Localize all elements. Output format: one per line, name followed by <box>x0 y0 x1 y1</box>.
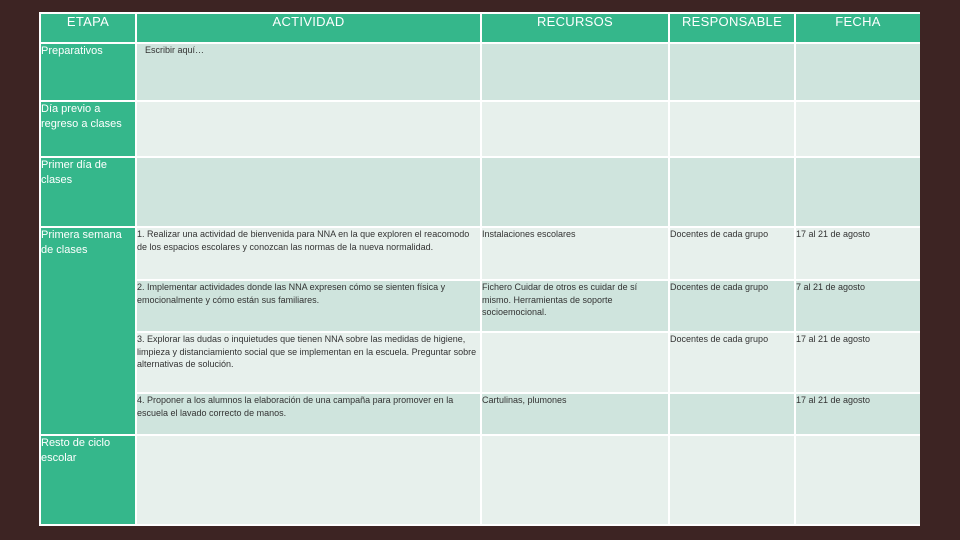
dia-previo-fecha-cell[interactable] <box>796 102 920 156</box>
header-row <box>41 14 920 42</box>
resto-fecha-cell[interactable] <box>796 436 920 524</box>
preparativos-recursos-cell[interactable] <box>482 44 668 100</box>
date-cell[interactable]: 7 al 21 de agosto <box>796 281 920 331</box>
responsible-cell[interactable]: Docentes de cada grupo <box>670 281 794 331</box>
stage-preparativos: Preparativos <box>41 44 135 100</box>
header-recursos: RECURSOS <box>482 14 668 42</box>
header-etapa: ETAPA <box>41 14 135 42</box>
dia-previo-responsable-cell[interactable] <box>670 102 794 156</box>
activity-cell[interactable]: 1. Realizar una actividad de bienvenida para NNA en la que exploren el reacomodo de los espacios escolares y conozcan las normas de la nueva normalidad. <box>137 228 480 279</box>
header-actividad: ACTIVIDAD <box>137 14 480 42</box>
planning-table <box>39 12 922 526</box>
planning-sheet <box>39 12 920 526</box>
preparativos-placeholder: Escribir aquí… <box>145 45 205 55</box>
preparativos-responsable-cell[interactable] <box>670 44 794 100</box>
resto-responsable-cell[interactable] <box>670 436 794 524</box>
activity-cell[interactable]: 2. Implementar actividades donde las NNA expresen cómo se sienten física y emocionalmente y cómo están sus familiares. <box>137 281 480 331</box>
table-row <box>41 333 920 392</box>
row-dia-previo <box>41 102 920 156</box>
dia-previo-recursos-cell[interactable] <box>482 102 668 156</box>
date-cell[interactable]: 17 al 21 de agosto <box>796 228 920 279</box>
resto-actividad-cell[interactable] <box>137 436 480 524</box>
resources-cell[interactable] <box>482 333 668 392</box>
primer-dia-responsable-cell[interactable] <box>670 158 794 226</box>
activity-cell[interactable]: 4. Proponer a los alumnos la elaboración de una campaña para promover en la escuela el lavado correcto de manos. <box>137 394 480 434</box>
stage-dia-previo: Día previo a regreso a clases <box>41 102 135 156</box>
activity-cell[interactable]: 3. Explorar las dudas o inquietudes que tienen NNA sobre las medidas de higiene, limpieza y distanciamiento social que se implementan en la escuela. Preguntar sobre alternativas de solución. <box>137 333 480 392</box>
table-row <box>41 281 920 331</box>
row-primer-dia <box>41 158 920 226</box>
stage-primer-dia: Primer día de clases <box>41 158 135 226</box>
primer-dia-recursos-cell[interactable] <box>482 158 668 226</box>
row-resto <box>41 436 920 524</box>
resources-cell[interactable]: Instalaciones escolares <box>482 228 668 279</box>
header-responsable: RESPONSABLE <box>670 14 794 42</box>
resources-cell[interactable]: Fichero Cuidar de otros es cuidar de sí mismo. Herramientas de soporte socioemocional. <box>482 281 668 331</box>
resto-recursos-cell[interactable] <box>482 436 668 524</box>
stage-primera-semana: Primera semana de clases <box>41 228 135 434</box>
table-row <box>41 394 920 434</box>
primer-dia-fecha-cell[interactable] <box>796 158 920 226</box>
responsible-cell[interactable]: Docentes de cada grupo <box>670 228 794 279</box>
responsible-cell[interactable] <box>670 394 794 434</box>
date-cell[interactable]: 17 al 21 de agosto <box>796 333 920 392</box>
resources-cell[interactable]: Cartulinas, plumones <box>482 394 668 434</box>
header-fecha: FECHA <box>796 14 920 42</box>
preparativos-fecha-cell[interactable] <box>796 44 920 100</box>
date-cell[interactable]: 17 al 21 de agosto <box>796 394 920 434</box>
dia-previo-actividad-cell[interactable] <box>137 102 480 156</box>
preparativos-actividad-cell[interactable] <box>137 44 480 100</box>
responsible-cell[interactable]: Docentes de cada grupo <box>670 333 794 392</box>
table-row <box>41 228 920 279</box>
row-preparativos <box>41 44 920 100</box>
primer-dia-actividad-cell[interactable] <box>137 158 480 226</box>
stage-resto: Resto de ciclo escolar <box>41 436 135 524</box>
